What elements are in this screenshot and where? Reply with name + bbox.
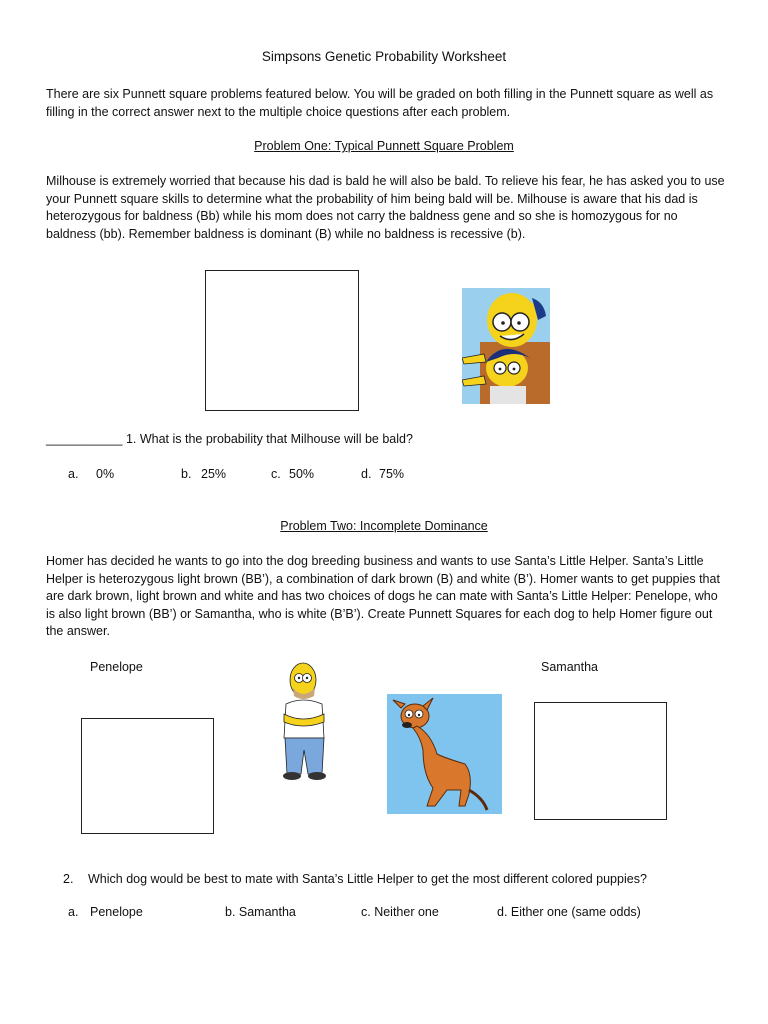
problem-two-heading: Problem Two: Incomplete Dominance xyxy=(280,519,488,533)
punnett-square-samantha[interactable] xyxy=(534,702,667,820)
milhouse-and-dad-image xyxy=(462,288,550,404)
option-2d[interactable]: d. Either one (same odds) xyxy=(497,905,641,919)
option-1b-text[interactable]: 25% xyxy=(201,467,227,481)
page-title: Simpsons Genetic Probability Worksheet xyxy=(261,49,507,64)
penelope-label: Penelope xyxy=(90,660,143,674)
option-1d-letter[interactable]: d. xyxy=(361,467,372,481)
problem-one-text: Milhouse is extremely worried that because his dad is bald he will also be bald. To relieve his fear, he has asked you to use your Punnett square skills to determine what the probability of him being bald will be. Milhouse is aware that his dad is heterozygous for baldness (Bb) while his mom does not carry the baldness gene and so she is homozygous for no baldness (bb). Remember baldness is dominant (B) while no baldness is recessive (b). xyxy=(46,174,725,241)
option-1a-letter[interactable]: a. xyxy=(68,467,79,481)
question-1: ___________ 1. What is the probability that Milhouse will be bald? xyxy=(46,432,413,446)
option-2b[interactable]: b. Samantha xyxy=(225,905,296,919)
option-2c[interactable]: c. Neither one xyxy=(361,905,439,919)
option-1b-letter[interactable]: b. xyxy=(181,467,192,481)
option-1c-text[interactable]: 50% xyxy=(289,467,315,481)
option-2a-letter[interactable]: a. xyxy=(68,905,79,919)
samantha-label: Samantha xyxy=(541,660,598,674)
question-2-number: 2. xyxy=(63,872,74,886)
option-1c-letter[interactable]: c. xyxy=(271,467,281,481)
santas-little-helper-image xyxy=(387,694,502,814)
problem-one-heading: Problem One: Typical Punnett Square Problem xyxy=(254,139,514,153)
question-2: Which dog would be best to mate with Santa’s Little Helper to get the most different colored puppies? xyxy=(88,872,647,886)
option-2a-text[interactable]: Penelope xyxy=(90,905,143,919)
option-1a-text[interactable]: 0% xyxy=(96,467,115,481)
problem-two-text: Homer has decided he wants to go into the dog breeding business and wants to use Santa’s Little Helper. Santa’s Little Helper is heterozygous light brown (BB’), a combination of dark brown (B) and white (B’). Homer wants to get puppies that are dark brown, light brown and white and has two choices of dogs he can mate with Santa’s Little Helper: Penelope, who is also light brown (BB’) or Samantha, who is white (B’B’). Create Punnett Squares for each dog to help Homer figure out the answer. xyxy=(46,554,720,638)
option-1d-text[interactable]: 75% xyxy=(379,467,405,481)
intro-paragraph: There are six Punnett square problems featured below. You will be graded on both filling in the Punnett square as well as filling in the correct answer next to the multiple choice questions after each problem. xyxy=(46,87,714,119)
punnett-square-1[interactable] xyxy=(205,270,359,411)
punnett-square-penelope[interactable] xyxy=(81,718,214,834)
homer-simpson-image xyxy=(270,660,340,785)
